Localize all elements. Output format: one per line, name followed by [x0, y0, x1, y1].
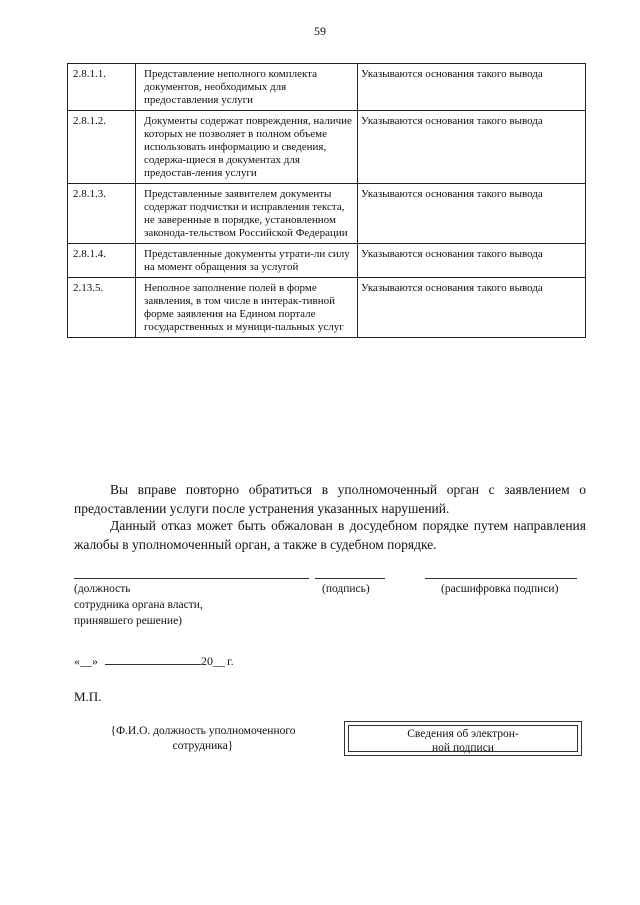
- decode-line: [425, 578, 577, 579]
- electronic-signature-box: [344, 721, 582, 756]
- date-month-blank: [105, 654, 201, 665]
- sign-line: [315, 578, 385, 579]
- decode-caption: (расшифровка подписи): [441, 583, 559, 595]
- date-close-quote: »: [92, 654, 98, 668]
- date-year-prefix: 20: [201, 654, 213, 668]
- date-day-blank: __: [80, 654, 92, 668]
- date-open-quote: «: [74, 654, 80, 668]
- sign-caption: (подпись): [322, 583, 370, 595]
- fio-placeholder: [98, 724, 308, 754]
- row-description: Неполное заполнение полей в форме заявления, в том числе в интерак-тивной форме заявления на Едином портале государственных и муници-пальных услуг: [136, 278, 358, 338]
- row-code: 2.8.1.4.: [68, 244, 136, 278]
- position-caption-line3: принявшего решение): [74, 615, 183, 627]
- fio-line1: {Ф.И.О. должность уполномоченного: [110, 725, 296, 737]
- table-row: [68, 64, 586, 111]
- row-code: 2.13.5.: [68, 278, 136, 338]
- row-explanation: Указываются основания такого вывода: [358, 278, 586, 338]
- table-row: [68, 184, 586, 244]
- row-explanation: Указываются основания такого вывода: [358, 111, 586, 184]
- table-row: [68, 278, 586, 338]
- refusal-grounds-table: [67, 63, 586, 338]
- electronic-signature-inner: [348, 725, 578, 752]
- position-caption-line2: сотрудника органа власти,: [74, 599, 203, 611]
- row-explanation: Указываются основания такого вывода: [358, 184, 586, 244]
- row-code: 2.8.1.1.: [68, 64, 136, 111]
- row-description: Представленные документы утрати-ли силу на момент обращения за услугой: [136, 244, 358, 278]
- position-caption-line1: (должность: [74, 583, 131, 595]
- reapply-paragraph: Вы вправе повторно обратиться в уполномоченный орган с заявлением о предоставлении услуги после устранения указанных нарушений.: [74, 482, 586, 516]
- row-description: Документы содержат повреждения, наличие которых не позволяет в полном объеме использовать информацию и сведения, содержа-щиеся в документах для предостав-ления услуги: [136, 111, 358, 184]
- row-explanation: Указываются основания такого вывода: [358, 64, 586, 111]
- date-year-blank: __: [213, 654, 225, 668]
- table-row: [68, 111, 586, 184]
- esign-line1: Сведения об электрон-: [407, 728, 519, 740]
- row-code: 2.8.1.3.: [68, 184, 136, 244]
- row-explanation: Указываются основания такого вывода: [358, 244, 586, 278]
- position-line: [74, 578, 309, 579]
- appeal-paragraph: Данный отказ может быть обжалован в досудебном порядке путем направления жалобы в уполномоченный орган, а также в судебном порядке.: [74, 518, 586, 552]
- date-year-suffix: г.: [227, 654, 234, 668]
- table-row: [68, 244, 586, 278]
- position-caption: [74, 581, 314, 629]
- seal-placeholder: М.П.: [74, 689, 102, 704]
- row-code: 2.8.1.2.: [68, 111, 136, 184]
- fio-line2: сотрудника}: [172, 740, 234, 752]
- row-description: Представленные заявителем документы содержат подчистки и исправления текста, не заверенные в порядке, установленном законода-тельством Российской Федерации: [136, 184, 358, 244]
- date-line: [74, 653, 234, 669]
- row-description: Представление неполного комплекта документов, необходимых для предоставления услуги: [136, 64, 358, 111]
- page-number: 59: [314, 24, 326, 38]
- esign-line2: ной подписи: [432, 742, 494, 754]
